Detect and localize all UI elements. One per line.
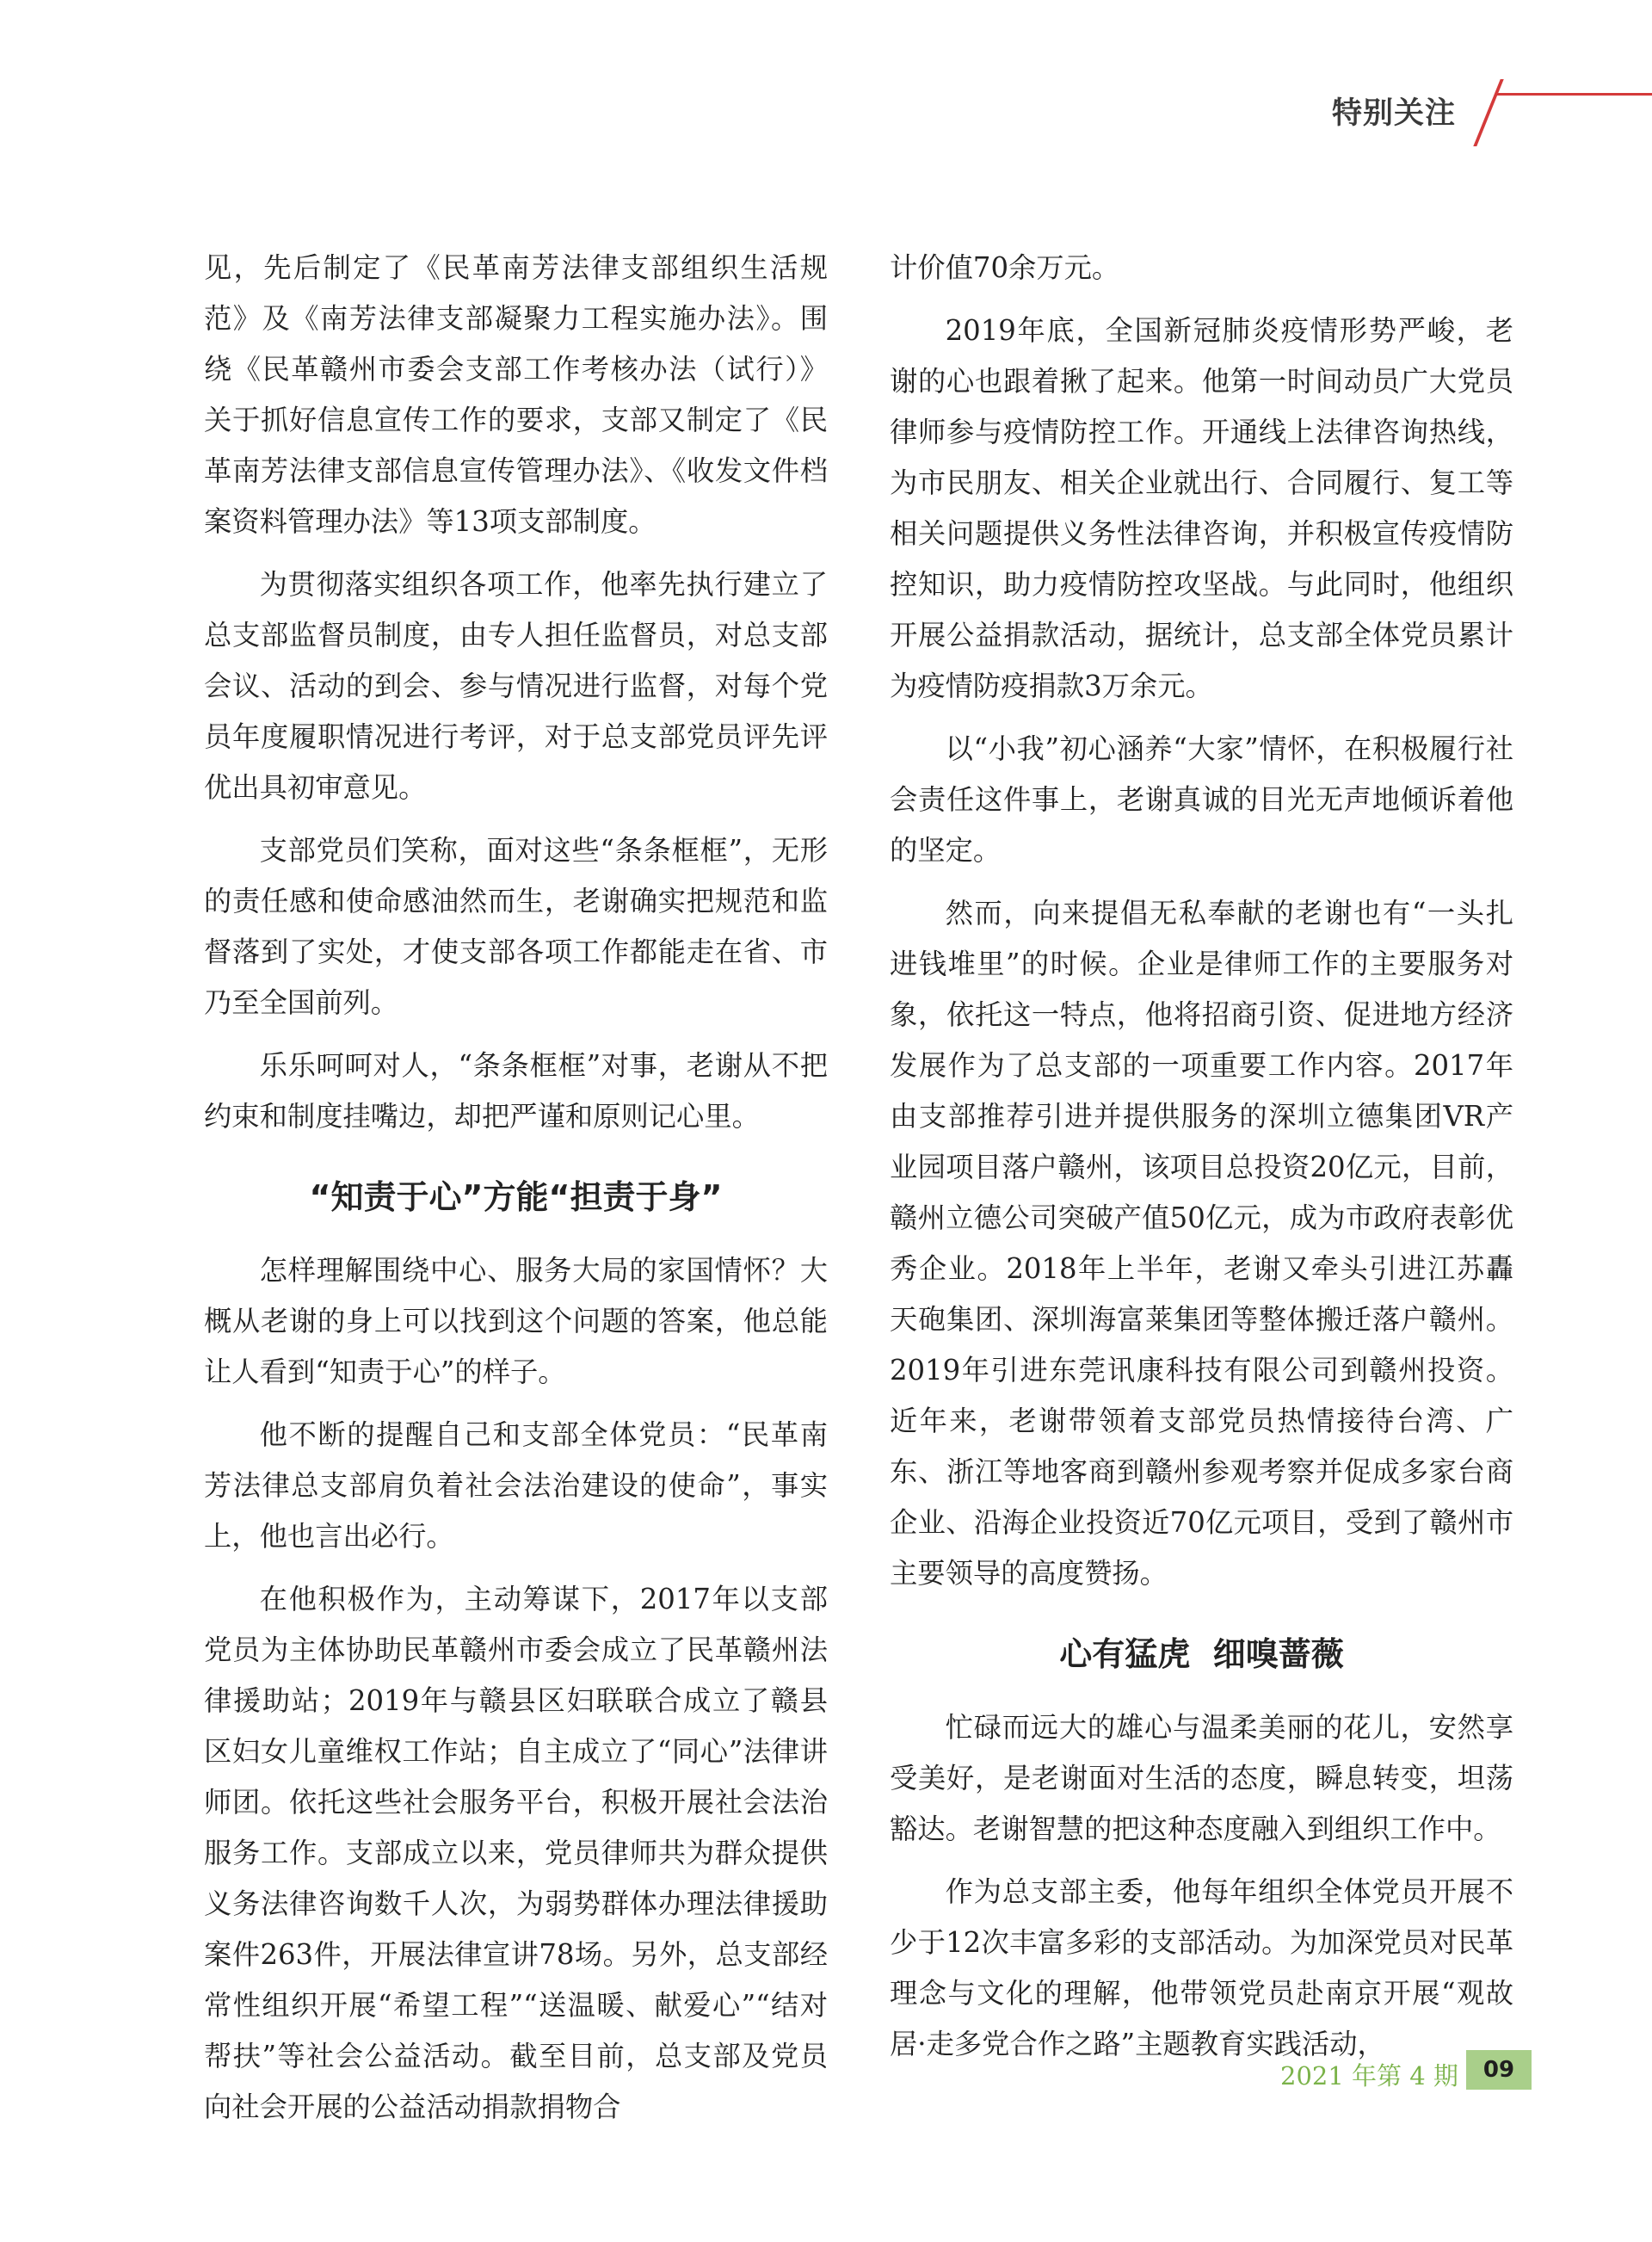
paragraph: 乐乐呵呵对人，“条条框框”对事，老谢从不把约束和制度挂嘴边，却把严谨和原则记心里。: [204, 1049, 828, 1133]
paragraph: 作为总支部主委，他每年组织全体党员开展不少于12次丰富多彩的支部活动。为加深党员对民革理念与文化的理解，他带领党员赴南京开展“观故居·走多党合作之路”主题教育实践活动，: [890, 1875, 1513, 2060]
header-accent-rule: [1497, 93, 1652, 96]
issue-label: 2021 年第 4 期: [1280, 2061, 1458, 2091]
page-number: 09: [1466, 2050, 1532, 2090]
paragraph: 计价值70余万元。: [890, 251, 1120, 284]
header-accent-slash: [1473, 79, 1504, 146]
paragraph: 怎样理解围绕中心、服务大局的家国情怀？大概从老谢的身上可以找到这个问题的答案，他总能让人看到“知责于心”的样子。: [204, 1254, 828, 1388]
left-column: [204, 243, 828, 2145]
paragraph: 在他积极作为，主动筹谋下，2017年以支部党员为主体协助民革赣州市委会成立了民革赣州法律援助站；2019年与赣县区妇联联合成立了赣县区妇女儿童维权工作站；自主成立了“同心”法律讲师团。依托这些社会服务平台，积极开展社会法治服务工作。支部成立以来，党员律师共为群众提供义务法律咨询数千人次，为弱势群体办理法律援助案件263件，开展法律宣讲78场。另外，总支部经常性组织开展“希望工程”“送温暖、献爱心”“结对帮扶”等社会公益活动。截至目前，总支部及党员向社会开展的公益活动捐款捐物合: [204, 1583, 828, 2123]
section-heading: 心有猛虎 细嗅蔷薇: [1059, 1635, 1344, 1673]
section-tag: 特别关注: [1332, 96, 1457, 131]
paragraph: 2019年底，全国新冠肺炎疫情形势严峻，老谢的心也跟着揪了起来。他第一时间动员广大党员律师参与疫情防控工作。开通线上法律咨询热线，为市民朋友、相关企业就出行、合同履行、复工等相关问题提供义务性法律咨询，并积极宣传疫情防控知识，助力疫情防控攻坚战。与此同时，他组织开展公益捐款活动，据统计，总支部全体党员累计为疫情防疫捐款3万余元。: [890, 314, 1513, 702]
paragraph: 然而，向来提倡无私奉献的老谢也有“一头扎进钱堆里”的时候。企业是律师工作的主要服务对象，依托这一特点，他将招商引资、促进地方经济发展作为了总支部的一项重要工作内容。2017年由支部推荐引进并提供服务的深圳立德集团VR产业园项目落户赣州，该项目总投资20亿元，目前，赣州立德公司突破产值50亿元，成为市政府表彰优秀企业。2018年上半年，老谢又牵头引进江苏轟天砲集团、深圳海富莱集团等整体搬迁落户赣州。2019年引进东莞讯康科技有限公司到赣州投资。近年来，老谢带领着支部党员热情接待台湾、广东、浙江等地客商到赣州参观考察并促成多家台商企业、沿海企业投资近70亿元项目，受到了赣州市主要领导的高度赞扬。: [890, 897, 1513, 1590]
section-heading: “知责于心”方能“担责于身”: [309, 1178, 723, 1216]
paragraph: 以“小我”初心涵养“大家”情怀，在积极履行社会责任这件事上，老谢真诚的目光无声地倾诉着他的坚定。: [890, 732, 1513, 867]
paragraph: 忙碌而远大的雄心与温柔美丽的花儿，安然享受美好，是老谢面对生活的态度，瞬息转变，坦荡豁达。老谢智慧的把这种态度融入到组织工作中。: [890, 1711, 1513, 1845]
paragraph: 为贯彻落实组织各项工作，他率先执行建立了总支部监督员制度，由专人担任监督员，对总支部会议、活动的到会、参与情况进行监督，对每个党员年度履职情况进行考评，对于总支部党员评先评优出具初审意见。: [204, 568, 828, 804]
paragraph: 支部党员们笑称，面对这些“条条框框”，无形的责任感和使命感油然而生，老谢确实把规范和监督落到了实处，才使支部各项工作都能走在省、市乃至全国前列。: [204, 834, 828, 1019]
right-column: [890, 243, 1513, 2082]
paragraph: 见，先后制定了《民革南芳法律支部组织生活规范》及《南芳法律支部凝聚力工程实施办法》。围绕《民革赣州市委会支部工作考核办法（试行）》关于抓好信息宣传工作的要求，支部又制定了《民革南芳法律支部信息宣传管理办法》、《收发文件档案资料管理办法》等13项支部制度。: [204, 251, 828, 538]
paragraph: 他不断的提醒自己和支部全体党员：“民革南芳法律总支部肩负着社会法治建设的使命”，事实上，他也言出必行。: [204, 1418, 828, 1553]
